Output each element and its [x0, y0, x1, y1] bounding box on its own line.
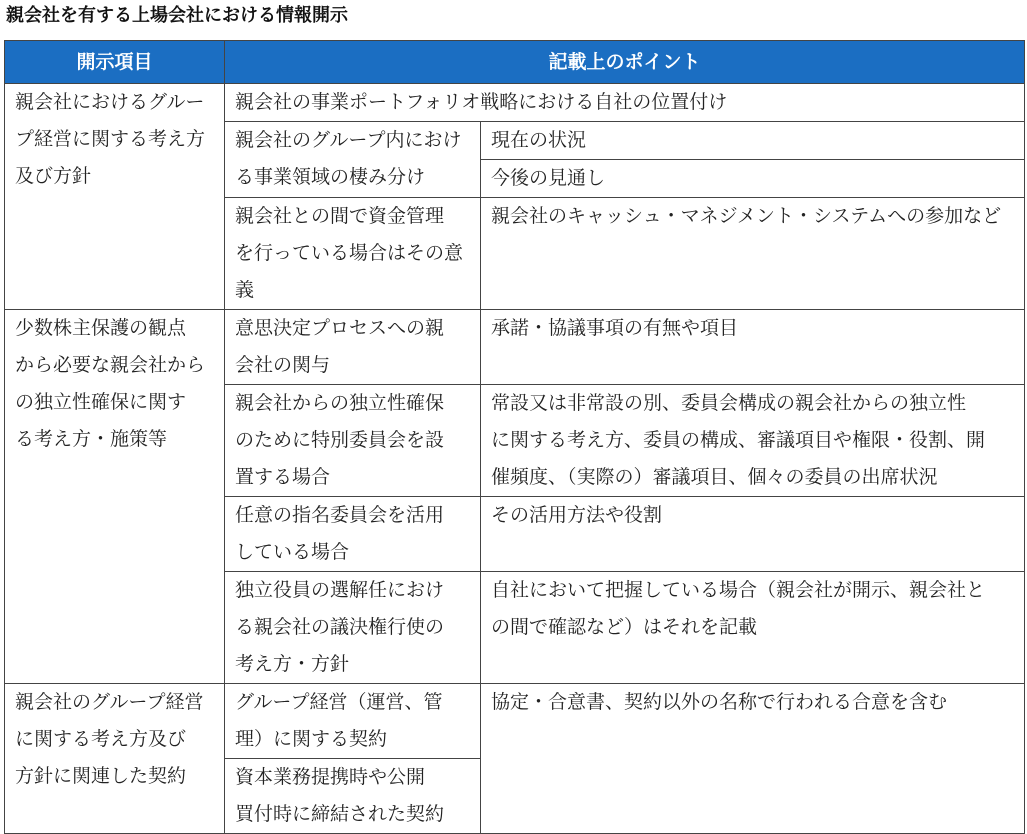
subitem-capital-alliance-contract: 資本業務提携時や公開 買付時に締結された契約 — [225, 759, 481, 834]
full-row-point: 親会社の事業ポートフォリオ戦略における自社の位置付け — [225, 84, 1025, 122]
subitem-cash-management: 親会社との間で資金管理 を行っている場合はその意 義 — [225, 198, 481, 310]
point-nomination-committee: その活用方法や役割 — [481, 497, 1025, 572]
subitem-nomination-committee: 任意の指名委員会を活用 している場合 — [225, 497, 481, 572]
page-title: 親会社を有する上場会社における情報開示 — [6, 5, 348, 26]
point-cash-management: 親会社のキャッシュ・マネジメント・システムへの参加など — [481, 198, 1025, 310]
subitem-business-domain: 親会社のグループ内におけ る事業領域の棲み分け — [225, 122, 481, 198]
point-independent-directors: 自社において把握している場合（親会社が開示、親会社と の間で確認など）はそれを記載 — [481, 572, 1025, 684]
point-approval-items: 承諾・協議事項の有無や項目 — [481, 310, 1025, 385]
point-agreements: 協定・合意書、契約以外の名称で行われる合意を含む — [481, 684, 1025, 834]
subitem-group-management-contract: グループ経営（運営、管 理）に関する契約 — [225, 684, 481, 759]
subitem-special-committee: 親会社からの独立性確保 のために特別委員会を設 置する場合 — [225, 385, 481, 497]
section-item-minority-protection: 少数株主保護の観点 から必要な親会社から の独立性確保に関す る考え方・施策等 — [5, 310, 225, 684]
table-row — [5, 310, 1025, 385]
point-current-status: 現在の状況 — [481, 122, 1025, 160]
point-outlook: 今後の見通し — [481, 160, 1025, 198]
header-key-points: 記載上のポイント — [225, 41, 1025, 84]
section-item-group-management: 親会社におけるグルー プ経営に関する考え方 及び方針 — [5, 84, 225, 310]
disclosure-table — [4, 40, 1025, 834]
section-item-contracts: 親会社のグループ経営 に関する考え方及び 方針に関連した契約 — [5, 684, 225, 834]
table-row — [5, 684, 1025, 759]
subitem-decision-process: 意思決定プロセスへの親 会社の関与 — [225, 310, 481, 385]
subitem-independent-directors: 独立役員の選解任におけ る親会社の議決権行使の 考え方・方針 — [225, 572, 481, 684]
point-special-committee: 常設又は非常設の別、委員会構成の親会社からの独立性 に関する考え方、委員の構成、審議項目や権限・役割、開 催頻度、（実際の）審議項目、個々の委員の出席状況 — [481, 385, 1025, 497]
header-disclosure-item: 開示項目 — [5, 41, 225, 84]
table-row — [5, 84, 1025, 122]
table-header-row — [5, 41, 1025, 84]
